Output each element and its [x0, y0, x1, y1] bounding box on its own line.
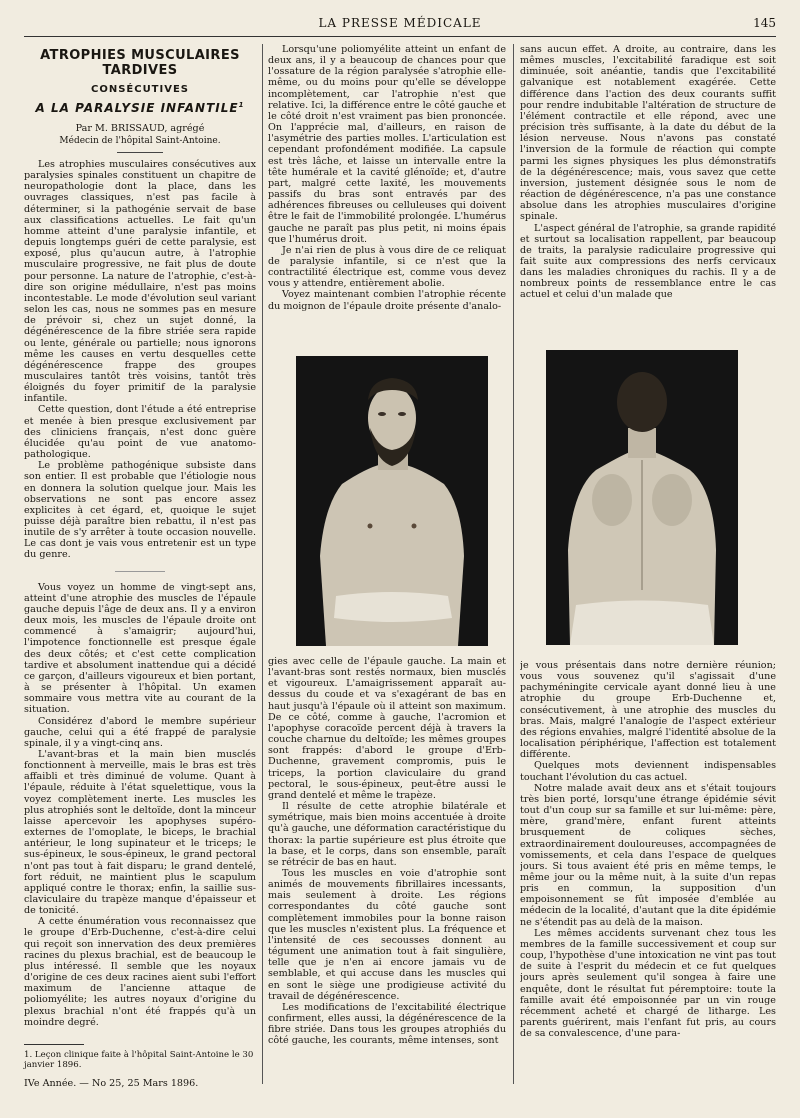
paragraph: Notre malade avait deux ans et s'était toujours très bien porté, lorsqu'une étrange épidémie sévit tout d'un coup sur sa famille et sur lui-même: père, mère, grand'mère, enfant furent atteints brusquement de coliques sèches, extraordinairement douloureuses, accompagnées de vomissements, et cela dans l'espace de quelques jours. Si tous avaient été pris en même temps, le même jour ou la même nuit, à la suite d'un repas pris en commun, la supposition d'un empoisonnement se fût imposée d'emblée au médecin de la localité, d'autant que la dite épidémie ne s'étendit pas au delà de la maison.	[520, 782, 776, 928]
photo-front-view	[296, 356, 488, 646]
article-title: ATROPHIES MUSCULAIRES TARDIVES	[40, 48, 240, 78]
title-rule	[117, 152, 163, 153]
column-3-top	[520, 44, 776, 301]
paragraph: Les modifications de l'excitabilité électrique confirment, elles aussi, la dégénérescence de la fibre striée. Dans tous les groupes atrophiés du côté gauche, les courants, même intenses, sont	[268, 1001, 506, 1047]
paragraph: L'aspect général de l'atrophie, sa grande rapidité et surtout sa localisation rappellent, par beaucoup de traits, la paralysie radiculaire progressive qui fait suite aux compressions des nerfs cervicaux dans les maladies chroniques du rachis. Il y a de nombreux points de ressemblance entre le cas actuel et celui d'un malade que	[520, 222, 776, 301]
article-subtitle: CONSÉCUTIVES	[90, 84, 189, 95]
patient-front-figure	[296, 356, 488, 646]
paragraph: je vous présentais dans notre dernière réunion; vous vous souvenez qu'il s'agissait d'une pachyméningite cervicale ayant donné lieu à une atrophie du groupe Erb-Duchenne et, consécutivement, à une atrophie des muscles du bras. Mais, malgré l'analogie de l'aspect extérieur des régions envahies, malgré l'identité absolue de la localisation périphérique, l'affection est totalement différente.	[520, 660, 776, 761]
page-header	[24, 14, 776, 34]
paragraph: Le problème pathogénique subsiste dans son entier. Il est probable que l'étiologie nous en donnera la solution quelque jour. Mais les observations ne sont pas encore assez explicites à cet égard, et, quoique le sujet puisse déjà paraître bien rebattu, il n'est pas inutile de s'y arrêter à toute occasion nouvelle. Le cas dont je vais vous entretenir est un type du genre.	[24, 460, 256, 561]
paragraph: Voyez maintenant combien l'atrophie récente du moignon de l'épaule droite présente d'analo-	[268, 289, 506, 312]
paragraph: Quelques mots deviennent indispensables touchant l'évolution du cas actuel.	[520, 760, 776, 783]
paragraph: Tous les muscles en voie d'atrophie sont animés de mouvements fibrillaires incessants, mais seulement à droite. Les régions correspondantes du côté gauche sont complètement immobiles pour la bonne raison que les muscles n'existent plus. La fréquence et l'intensité de ces secousses donnent au tégument une animation tout à fait singulière, telle que je n'en ai encore jamais vu de semblable, et qui accuse dans les muscles qui en sont le siège une prodigieuse activité du travail de dégénérescence.	[268, 867, 506, 1002]
footnote-rule	[24, 1044, 84, 1045]
issue-footer: IVe Année. — No 25, 25 Mars 1896.	[24, 1078, 199, 1089]
paragraph: Lorsqu'une poliomyélite atteint un enfant de deux ans, il y a beaucoup de chances pour que l'ossature de la région paralysée s'atrophie elle-même, ou du moins pour qu'elle se développe incomplètement, car l'atrophie n'est que relative. Ici, la différence entre le côté gauche et le côté droit n'est vraiment pas bien prononcée. On l'apprécie mal, d'ailleurs, en raison de l'asymétrie des parties molles. L'articulation est cependant profondément modifiée. La capsule est très lâche, et laisse un intervalle entre la tête humérale et la cavité glénoïde; et, d'autre part, malgré cette laxité, les mouvements passifs du bras sont entravés par des adhérences fibreuses ou celluleuses qui doivent être le fait de l'immobilité prolongée. L'humérus gauche ne paraît pas plus petit, ni moins épais que l'humérus droit.	[268, 44, 506, 245]
footnote: 1. Leçon clinique faite à l'hôpital Saint-Antoine le 30 janvier 1896.	[24, 1050, 254, 1070]
column-3-bottom	[520, 660, 776, 1070]
paragraph: gies avec celle de l'épaule gauche. La main et l'avant-bras sont restés normaux, bien musclés et vigoureux. L'amaigrissement apparaît au-dessus du coude et va s'exagérant de bas en haut jusqu'à l'épaule où il atteint son maximum. De ce côté, comme à gauche, l'acromion et l'apophyse coracoïde percent déjà à travers la couche charnue du deltoïde; les mêmes groupes sont frappés: d'abord le groupe d'Erb-Duchenne, gravement compromis, puis le triceps, la portion claviculaire du grand pectoral, le sous-épineux, peut-être aussi le grand dentelé et même le trapèze.	[268, 656, 506, 801]
running-head: LA PRESSE MÉDICALE	[318, 16, 482, 30]
footnote-marker: 1	[238, 101, 245, 109]
paragraph: Cette question, dont l'étude a été entreprise et menée à bien presque exclusivement par des cliniciens français, n'est donc guère élucidée qu'au point de vue anatomo-pathologique.	[24, 404, 256, 461]
author: Par M. BRISSAUD, agrégé	[75, 123, 205, 134]
paragraph: sans aucun effet. A droite, au contraire, dans les mêmes muscles, l'excitabilité faradique est soit diminuée, soit anéantie, tandis que l'excitabilité galvanique est notablement exagérée. Cette différence dans l'action des deux courants suffit pour rendre indubitable l'altération de structure de l'élément contractile et elle répond, avec une précision très suffisante, à la date du début de la lésion nerveuse. Nous n'avons pas constaté l'inversion de la formule de réaction qui compte parmi les signes physiques les plus démonstratifs de la dégénérescence; mais, vous savez que cette inversion, justement désignée sous le nom de réaction de dégénérescence, n'a pas une constance absolue dans les atrophies musculaires d'origine spinale.	[520, 44, 776, 223]
section-divider	[115, 571, 165, 572]
affiliation: Médecin de l'hôpital Saint-Antoine.	[59, 136, 221, 146]
paragraph: Vous voyez un homme de vingt-sept ans, atteint d'une atrophie des muscles de l'épaule gauche depuis l'âge de deux ans. Il y a environ deux mois, les muscles de l'épaule droite ont commencé à s'amaigrir; aujourd'hui, l'impotence fonctionnelle est presque égale des deux côtés; et c'est cette complication tardive et absolument inattendue qui a décidé ce garçon, d'ailleurs vigoureux et bien portant, à se présenter à l'hôpital. Un examen sommaire vous mettra vite au courant de la situation.	[24, 581, 256, 716]
column-1	[24, 48, 256, 1048]
column-rule-2	[513, 44, 514, 1084]
header-rule	[24, 36, 776, 37]
paragraph: A cette énumération vous reconnaissez que le groupe d'Erb-Duchenne, c'est-à-dire celui qui reçoit son innervation des deux premières racines du plexus brachial, est de beaucoup le plus intéressé. Il semble que les noyaux d'origine de ces deux racines aient subi l'effort maximum de l'ancienne attaque de poliomyélite; les autres noyaux d'origine du plexus brachial n'ont été frappés qu'à un moindre degré.	[24, 916, 256, 1028]
column-2-top	[268, 44, 506, 312]
page-number: 145	[753, 16, 776, 30]
paragraph: Il résulte de cette atrophie bilatérale et symétrique, mais bien moins accentuée à droite qu'à gauche, une déformation caractéristique du thorax: la partie supérieure est plus étroite que la base, et le corps, dans son ensemble, paraît se rétrécir de bas en haut.	[268, 801, 506, 868]
article-title-line3: A LA PARALYSIE INFANTILE$^1$	[35, 101, 245, 115]
paragraph: Les mêmes accidents survenant chez tous les membres de la famille successivement et coup sur coup, l'hypothèse d'une intoxication ne vint pas tout de suite à l'esprit du médecin et ce fut quelques jours après seulement qu'il songea à faire une enquête, dont le résultat fut péremptoire: toute la famille avait été empoisonnée par un vin rouge récemment acheté et chargé de litharge. Les parents guérirent, mais l'enfant fut pris, au cours de sa convalescence, d'une para-	[520, 927, 776, 1040]
column-rule-1	[262, 44, 263, 1084]
photo-back-view	[546, 350, 738, 645]
paragraph: Les atrophies musculaires consécutives aux paralysies spinales constituent un chapitre de neuropathologie dont la place, dans les ouvrages classiques, n'est pas facile à déterminer, si la pathogénie servait de base aux classifications actuelles. Le fait qu'un homme atteint d'une paralysie infantile, et depuis longtemps guéri de cette paralysie, est exposé, plus qu'aucun autre, à l'atrophie musculaire progressive, ne fait plus de doute pour personne. La nature de l'atrophie, c'est-à-dire son origine médullaire, n'est pas moins incontestable. Le mode d'évolution seul variant selon les cas, nous ne sommes pas en mesure de prévoir si, chez un sujet donné, la dégénérescence de la fibre striée sera rapide ou lente, générale ou partielle; nous ignorons même les causes en vertu desquelles cette dégénérescence frappe des groupes musculaires tantôt très voisins, tantôt très éloignés du foyer primitif de la paralysie infantile.	[24, 159, 256, 405]
column-2-bottom	[268, 656, 506, 1056]
paragraph: Considérez d'abord le membre supérieur gauche, celui qui a été frappé de paralysie spinale, il y a vingt-cinq ans.	[24, 715, 256, 749]
paragraph: L'avant-bras et la main bien musclés fonctionnent à merveille, mais le bras est très affaibli et très diminué de volume. Quant à l'épaule, réduite à l'état squelettique, vous la voyez complètement inerte. Les muscles les plus atrophiés sont le deltoïde, dont la minceur laisse apercevoir les apophyses supéro-externes de l'omoplate, le biceps, le brachial antérieur, le long supinateur et le triceps; le sus-épineux, le sous-épineux, le grand pectoral n'ont pas tout à fait disparu; le grand dentelé, fort réduit, ne maintient plus le scapulum appliqué contre le thorax; enfin, la saillie sus-claviculaire du trapèze manque d'épaisseur et de tonicité.	[24, 748, 256, 917]
patient-back-figure	[546, 350, 738, 645]
paragraph: Je n'ai rien de plus à vous dire de ce reliquat de paralysie infantile, si ce n'est que la contractilité électrique est, comme vous devez vous y attendre, entièrement abolie.	[268, 244, 506, 290]
